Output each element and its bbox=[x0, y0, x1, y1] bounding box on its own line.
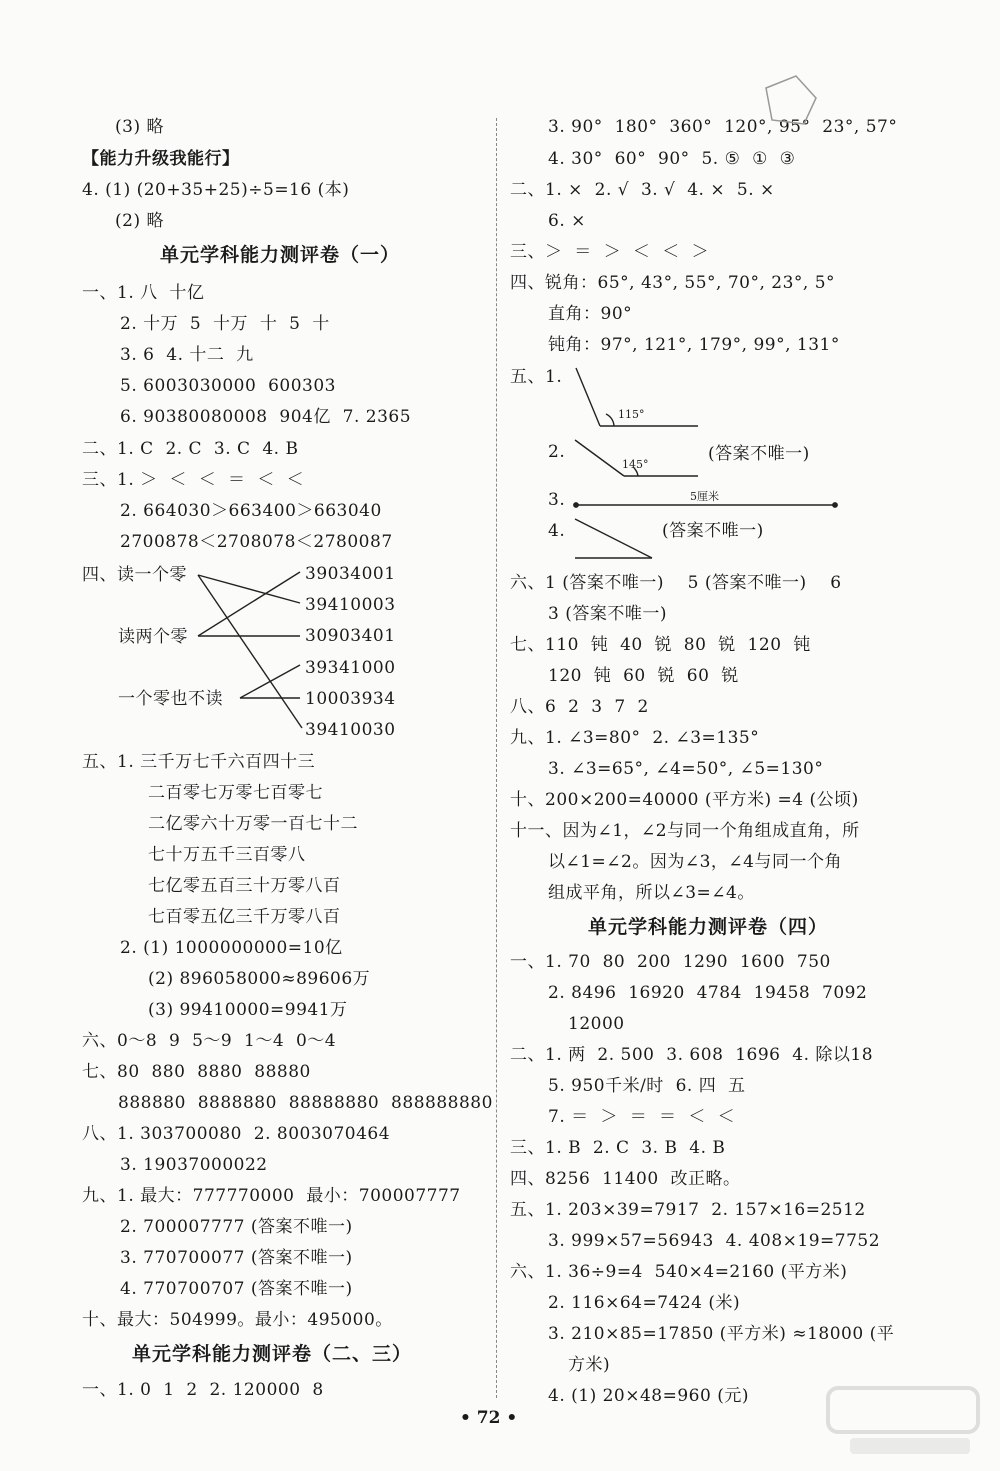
left-line-16: 一个零也不读 bbox=[118, 689, 223, 709]
right-line-6: 直角：90° bbox=[548, 304, 633, 324]
acute-angle-figure bbox=[575, 519, 652, 558]
left-line-36: 3. 19037000022 bbox=[120, 1155, 268, 1175]
right-line-26: 一、1. 70 80 200 1290 1600 750 bbox=[510, 952, 831, 972]
angle-115-label: 115° bbox=[618, 408, 645, 421]
right-line-2: 二、1. × 2. √ 3. √ 4. × 5. × bbox=[510, 180, 775, 200]
watermark-logo-icon bbox=[820, 1380, 990, 1460]
left-line-35: 八、1. 303700080 2. 8003070464 bbox=[82, 1124, 391, 1144]
right-line-12: 4. bbox=[548, 521, 566, 541]
right-line-28: 12000 bbox=[568, 1014, 625, 1034]
left-line-6: 2. 十万 5 十万 十 5 十 bbox=[120, 314, 330, 334]
left-line-26: 七十万五千三百零八 bbox=[148, 845, 306, 865]
left-line-42: 单元学科能力测评卷（二、三） bbox=[132, 1343, 413, 1365]
matching-lines bbox=[198, 572, 302, 728]
left-line-25: 二亿零六十万零一百七十二 bbox=[148, 814, 358, 834]
left-line-43: 一、1. 0 1 2 2. 120000 8 bbox=[82, 1380, 324, 1400]
left-line-32: 六、0～8 9 5～9 1～4 0～4 bbox=[82, 1031, 337, 1051]
left-line-31: (3) 99410000=9941万 bbox=[148, 1000, 348, 1020]
watermark-stamp-icon bbox=[760, 70, 820, 130]
left-line-1: 【能力升级我能行】 bbox=[82, 149, 240, 169]
right-line-38: 3. 210×85=17850 (平方米) ≈18000 (平 bbox=[548, 1324, 895, 1344]
left-line-0: (3) 略 bbox=[115, 117, 164, 137]
right-line-7: 钝角：97°, 121°, 179°, 99°, 131° bbox=[548, 335, 840, 355]
left-line-10: 二、1. C 2. C 3. C 4. B bbox=[82, 439, 299, 459]
left-line-30: (2) 896058000≈89606万 bbox=[148, 969, 371, 989]
left-line-24: 二百零七万零七百零七 bbox=[148, 783, 323, 803]
segment-5cm-figure bbox=[574, 503, 837, 507]
right-line-21: 十、200×200=40000 (平方米) =4 (公顷) bbox=[510, 790, 859, 810]
right-line-14: 六、1 (答案不唯一) 5 (答案不唯一) 6 bbox=[510, 573, 842, 593]
left-line-13: 2700878＜2708078＜2780087 bbox=[120, 532, 393, 552]
left-line-8: 5. 6003030000 600303 bbox=[120, 376, 336, 396]
right-line-3: 6. × bbox=[548, 211, 586, 231]
right-line-31: 7. ＝ ＞ ＝ ＝ ＜ ＜ bbox=[548, 1107, 736, 1127]
right-line-15: 3 (答案不唯一) bbox=[548, 604, 667, 624]
left-line-39: 3. 770700077 (答案不唯一) bbox=[120, 1248, 353, 1268]
right-line-13: (答案不唯一) bbox=[662, 521, 764, 541]
angle-145-label: 145° bbox=[622, 458, 649, 471]
right-line-22: 十一、因为∠1，∠2与同一个角组成直角，所 bbox=[510, 821, 860, 841]
left-line-18: 39410003 bbox=[305, 595, 396, 615]
page-number: • 72 • bbox=[460, 1408, 518, 1428]
segment-label: 5厘米 bbox=[690, 490, 719, 503]
left-line-23: 五、1. 三千万七千六百四十三 bbox=[82, 752, 316, 772]
right-line-33: 四、8256 11400 改正略。 bbox=[510, 1169, 741, 1189]
left-line-38: 2. 700007777 (答案不唯一) bbox=[120, 1217, 353, 1237]
left-line-27: 七亿零五百三十万零八百 bbox=[148, 876, 341, 896]
left-line-17: 39034001 bbox=[305, 564, 396, 584]
left-line-3: (2) 略 bbox=[115, 211, 164, 231]
right-line-1: 4. 30° 60° 90° 5. ⑤ ① ③ bbox=[548, 149, 796, 169]
right-line-20: 3. ∠3=65°, ∠4=50°, ∠5=130° bbox=[548, 759, 824, 779]
left-line-40: 4. 770700707 (答案不唯一) bbox=[120, 1279, 353, 1299]
right-line-35: 3. 999×57=56943 4. 408×19=7752 bbox=[548, 1231, 881, 1251]
right-line-29: 二、1. 两 2. 500 3. 608 1696 4. 除以18 bbox=[510, 1045, 874, 1065]
left-line-14: 四、读一个零 bbox=[82, 565, 187, 585]
right-line-37: 2. 116×64=7424 (米) bbox=[548, 1293, 741, 1313]
left-line-22: 39410030 bbox=[305, 720, 396, 740]
left-line-29: 2. (1) 1000000000=10亿 bbox=[120, 938, 343, 958]
right-line-17: 120 钝 60 锐 60 锐 bbox=[548, 666, 739, 686]
right-line-9: 2. bbox=[548, 442, 566, 462]
left-line-2: 4. (1) (20+35+25)÷5=16 (本) bbox=[82, 180, 350, 200]
left-line-11: 三、1. ＞ ＜ ＜ ＝ ＜ ＜ bbox=[82, 470, 305, 490]
left-line-4: 单元学科能力测评卷（一） bbox=[160, 244, 401, 266]
right-line-40: 4. (1) 20×48=960 (元) bbox=[548, 1386, 749, 1406]
left-line-5: 一、1. 八 十亿 bbox=[82, 283, 205, 303]
right-line-27: 2. 8496 16920 4784 19458 7092 bbox=[548, 983, 868, 1003]
right-line-34: 五、1. 203×39=7917 2. 157×16=2512 bbox=[510, 1200, 866, 1220]
right-line-39: 方米) bbox=[568, 1355, 611, 1375]
left-line-7: 3. 6 4. 十二 九 bbox=[120, 345, 254, 365]
left-line-9: 6. 90380080008 904亿 7. 2365 bbox=[120, 407, 412, 427]
right-line-0: 3. 90° 180° 360° 120°, 95° 23°, 57° bbox=[548, 117, 898, 137]
right-line-11: 3. bbox=[548, 490, 566, 510]
right-line-23: 以∠1=∠2。因为∠3，∠4与同一个角 bbox=[548, 852, 842, 872]
left-line-33: 七、80 880 8880 88880 bbox=[82, 1062, 311, 1082]
right-line-8: 五、1. bbox=[510, 367, 563, 387]
left-line-21: 10003934 bbox=[305, 689, 396, 709]
right-line-36: 六、1. 36÷9=4 540×4=2160 (平方米) bbox=[510, 1262, 848, 1282]
right-line-30: 5. 950千米/时 6. 四 五 bbox=[548, 1076, 746, 1096]
left-line-19: 30903401 bbox=[305, 626, 396, 646]
right-line-10: (答案不唯一) bbox=[708, 444, 810, 464]
left-line-34: 888880 8888880 88888880 888888880 bbox=[118, 1093, 493, 1113]
left-line-41: 十、最大：504999。最小：495000。 bbox=[82, 1310, 393, 1330]
right-line-16: 七、110 钝 40 锐 80 锐 120 钝 bbox=[510, 635, 811, 655]
left-line-37: 九、1. 最大：777770000 最小：700007777 bbox=[82, 1186, 461, 1206]
right-line-24: 组成平角，所以∠3=∠4。 bbox=[548, 883, 755, 903]
left-line-28: 七百零五亿三千万零八百 bbox=[148, 907, 341, 927]
right-line-19: 九、1. ∠3=80° 2. ∠3=135° bbox=[510, 728, 760, 748]
left-line-20: 39341000 bbox=[305, 658, 396, 678]
left-line-15: 读两个零 bbox=[118, 627, 188, 647]
right-line-4: 三、＞ ＝ ＞ ＜ ＜ ＞ bbox=[510, 242, 710, 262]
right-line-18: 八、6 2 3 7 2 bbox=[510, 697, 649, 717]
left-line-12: 2. 664030＞663400＞663040 bbox=[120, 501, 382, 521]
right-line-5: 四、锐角：65°, 43°, 55°, 70°, 23°, 5° bbox=[510, 273, 836, 293]
right-line-32: 三、1. B 2. C 3. B 4. B bbox=[510, 1138, 726, 1158]
right-line-25: 单元学科能力测评卷（四） bbox=[588, 916, 829, 938]
